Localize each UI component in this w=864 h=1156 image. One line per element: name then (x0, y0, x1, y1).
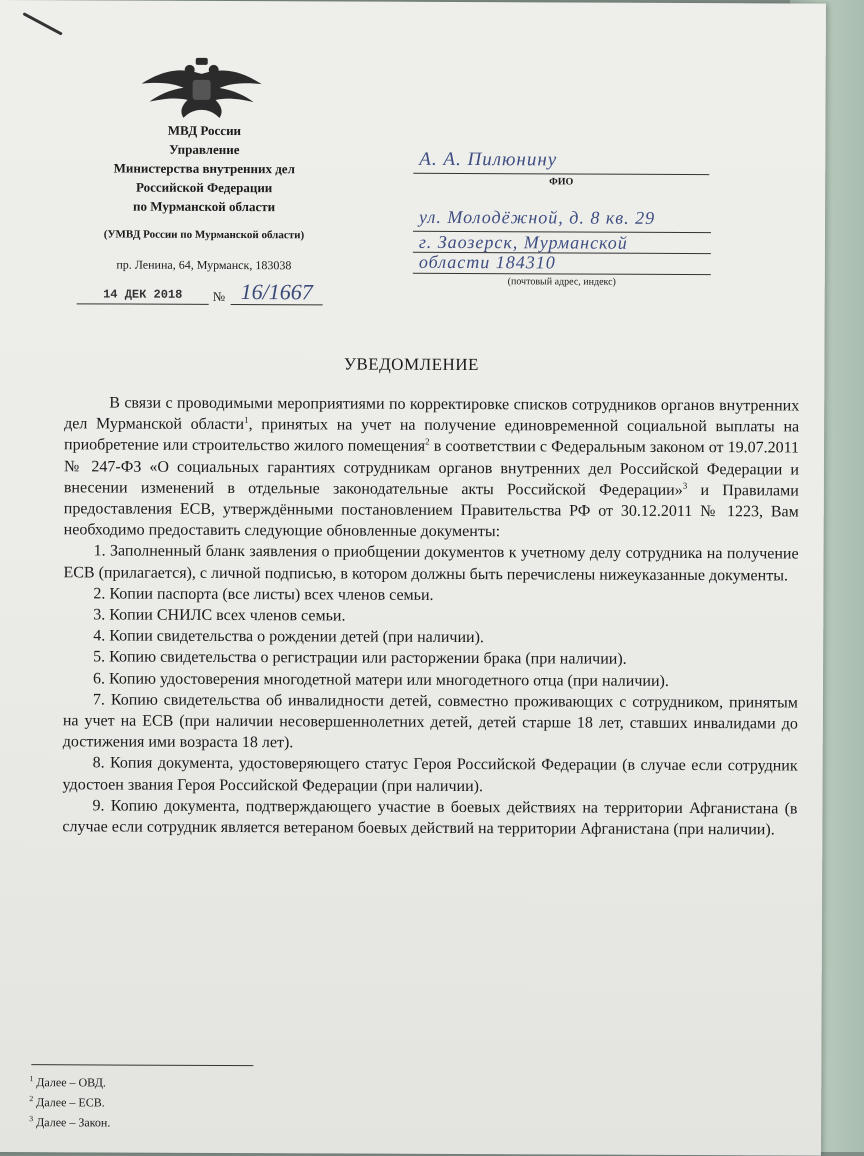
recipient-name: А. А. Пилюнину (419, 148, 558, 171)
org-line: по Мурманской области (133, 198, 276, 215)
recipient-address-line: ул. Молодёжной, д. 8 кв. 29 (419, 206, 656, 228)
address-underline (413, 273, 711, 275)
registration-number-label: № (212, 288, 226, 304)
list-item: 7. Копию свидетельства об инвалидности детей, совместно проживающих с сотрудником, принятым на учет на ЕСВ (при наличии несовершеннолетних детей, детей старше 18 лет, ставших инвалидами до достижения ими возраста 18 лет). (62, 691, 798, 752)
recipient-name-line (413, 173, 709, 175)
intro-paragraph (64, 392, 800, 544)
footnote-number: 2 (29, 1094, 34, 1104)
registration-number: 16/1667 (231, 284, 323, 305)
intro-text: В связи с проводимыми мероприятиями по корректировке списков сотрудников органов внутренних дел Мурманской области (64, 394, 800, 434)
list-item: 2. Копии паспорта (все листы) всех членов семьи. (93, 585, 434, 604)
footnote-ref: 2 (425, 436, 430, 447)
list-item: 3. Копии СНИЛС всех членов семьи. (93, 606, 346, 625)
footnote (29, 1072, 110, 1092)
footnote-ref: 3 (682, 480, 688, 491)
list-item: 4. Копии свидетельства о рождении детей (при наличии). (93, 627, 484, 647)
footnote-ref: 1 (244, 414, 249, 425)
org-abbreviation: (УМВД России по Мурманской области) (103, 228, 305, 242)
list-item: 5. Копию свидетельства о регистрации или расторжении брака (при наличии). (93, 648, 627, 669)
footnote-text: Далее – ОВД. (36, 1075, 106, 1090)
org-address: пр. Ленина, 64, Мурманск, 183038 (116, 257, 292, 273)
footnote-text: Далее – Закон. (36, 1115, 111, 1130)
footnote-number: 1 (29, 1074, 34, 1084)
list-item: 9. Копию документа, подтверждающего участие в боевых действиях на территории Афганистана (в случае если сотрудник является ветераном боевых действий на территории Афганистана (при наличии). (62, 797, 798, 839)
recipient-address-line: области 184310 (418, 251, 556, 273)
org-line: Министерства внутренних дел (113, 160, 295, 177)
double-headed-eagle-icon (139, 56, 263, 123)
recipient-address-caption: (почтовый адрес, индекс) (507, 276, 616, 288)
issuer-organization (59, 120, 349, 216)
intro-text: и Правилами предоставления ЕСВ, утверждёнными постановлением Правительства РФ от 30.12.2011 № 1223, Вам необходимо предоставить следующие обновленные документы: (63, 481, 799, 541)
footnote (29, 1092, 110, 1112)
org-line: МВД России (167, 122, 242, 139)
recipient-address-line: г. Заозерск, Мурманской (418, 231, 628, 253)
recipient-name-caption: ФИО (549, 176, 574, 188)
footnotes (29, 1072, 111, 1132)
org-line: Российской Федерации (136, 179, 273, 196)
pen-stroke-mark (23, 12, 63, 35)
list-item: 6. Копию удостоверения многодетной матери или многодетного отца (при наличии). (93, 670, 669, 690)
footnote (29, 1112, 110, 1132)
intro-text: , принятых на учет на получение единовременной социальной выплаты на приобретение или строительство жилого помещения (64, 416, 800, 456)
notice-body (62, 392, 799, 840)
registration-date-stamp: 14 ДЕК 2018 (77, 283, 209, 305)
list-item: 8. Копия документа, удостоверяющего статус Героя Российской Федерации (в случае если сотрудник удостоен звания Героя Российской Федерации (при наличии). (62, 754, 798, 795)
footnote-text: Далее – ЕСВ. (36, 1095, 105, 1110)
footnote-separator (31, 1064, 253, 1066)
footnote-number: 3 (29, 1114, 34, 1124)
org-line: Управление (169, 141, 240, 158)
list-item: 1. Заполненный бланк заявления о приобщении документов к учетному делу сотрудника на получение ЕСВ (прилагается), с личной подписью, в котором должны быть перечислены нижеуказанные документы. (63, 542, 799, 585)
intro-text: в соответствии с Федеральным законом от 19.07.2011 № 247-ФЗ «О социальных гарантиях сотрудникам органов внутренних дел Российской Федерации и внесении изменений в отдельные законодательные акты Российской Федерации» (63, 438, 800, 499)
document-title: УВЕДОМЛЕНИЕ (343, 354, 480, 375)
